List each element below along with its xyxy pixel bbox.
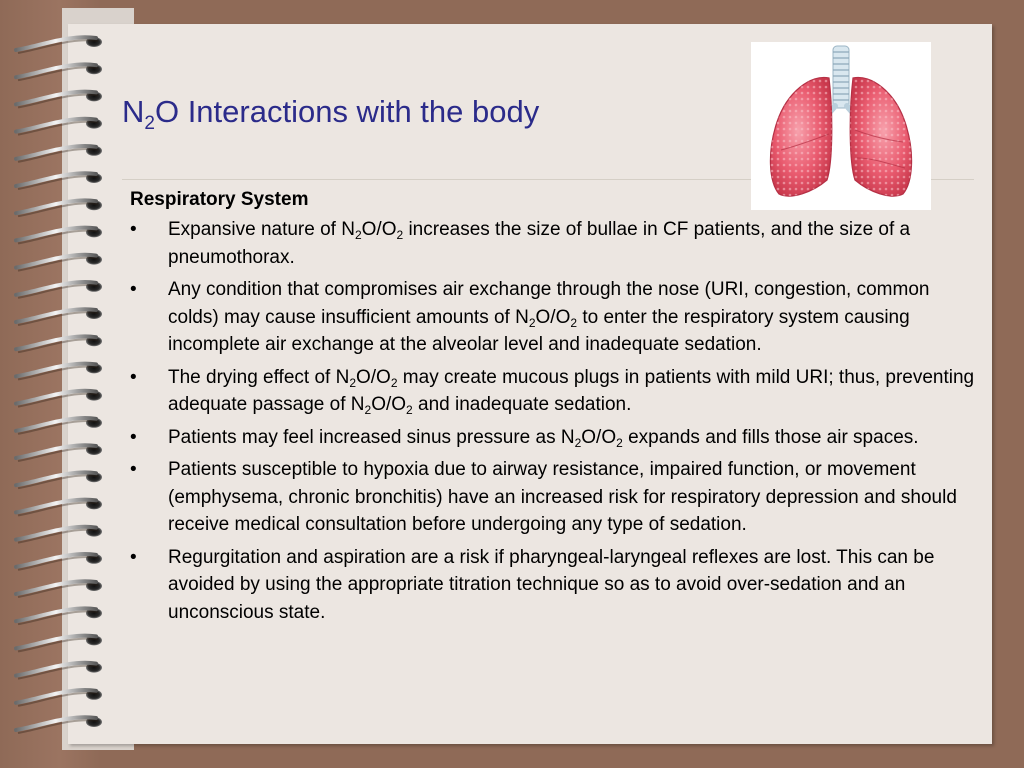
spiral-coil <box>16 173 102 189</box>
bullet-item: • Regurgitation and aspiration are a risk if pharyngeal-laryngeal reflexes are lost. This can be avoided by using the appropriate titration technique so as to avoid over-sedation and an unconscious state. <box>130 544 980 627</box>
spiral-coil <box>16 554 102 570</box>
spiral-coil <box>16 91 102 107</box>
spiral-coil <box>16 445 102 461</box>
spiral-coil <box>16 581 102 597</box>
bullet-item: • Expansive nature of $N_2O/O_2$ increases the size of bullae in CF patients, and the size of a pneumothorax. <box>130 216 980 271</box>
spiral-coil <box>16 418 102 434</box>
spiral-coil <box>16 227 102 243</box>
spiral-binding <box>0 0 120 768</box>
bullet-item: • Any condition that compromises air exchange through the nose (URI, congestion, common colds) may cause insufficient amounts of $N_2O/O_2$ to enter the respiratory system causing incomplete air exchange at the alveolar level and inadequate sedation. <box>130 276 980 359</box>
slide-title: $N_2O$ Interactions with the body <box>122 94 540 134</box>
spiral-coil <box>16 499 102 515</box>
spiral-coil <box>16 64 102 80</box>
spiral-coil <box>16 527 102 543</box>
spiral-coil <box>16 146 102 162</box>
slide-body <box>130 186 980 631</box>
bullet-marker: • <box>130 426 137 448</box>
spiral-coil <box>16 119 102 135</box>
spiral-coil <box>16 37 102 53</box>
bullet-marker: • <box>130 366 137 388</box>
bullet-marker: • <box>130 279 137 300</box>
bullet-marker: • <box>130 459 137 480</box>
bullet-list <box>130 216 980 626</box>
bullet-marker: • <box>130 219 137 240</box>
bullet-item: • Patients may feel increased sinus pressure as $N_2O/O_2$ expands and fills those air spaces. <box>130 424 980 452</box>
spiral-coil <box>16 200 102 216</box>
bullet-item: • Patients susceptible to hypoxia due to airway resistance, impaired function, or movement (emphysema, chronic bronchitis) have an increased risk for respiratory depression and should receive medical consultation before undergoing any type of sedation. <box>130 456 980 539</box>
spiral-coil <box>16 391 102 407</box>
spiral-coil <box>16 255 102 271</box>
spiral-coil <box>16 608 102 624</box>
spiral-coil <box>16 363 102 379</box>
bullet-marker: • <box>130 546 137 568</box>
section-heading: Respiratory System <box>130 189 309 210</box>
spiral-coil <box>16 309 102 325</box>
spiral-coil <box>16 336 102 352</box>
spiral-coil <box>16 717 102 733</box>
bullet-item: • The drying effect of $N_2O/O_2$ may create mucous plugs in patients with mild URI; thus, preventing adequate passage of $N_2O/O_2$ and inadequate sedation. <box>130 364 980 419</box>
spiral-coil <box>16 282 102 298</box>
spiral-coil <box>16 472 102 488</box>
spiral-coil <box>16 690 102 706</box>
lungs-icon <box>751 42 931 210</box>
lungs-illustration <box>751 42 931 210</box>
spiral-coil <box>16 635 102 651</box>
spiral-coil <box>16 663 102 679</box>
